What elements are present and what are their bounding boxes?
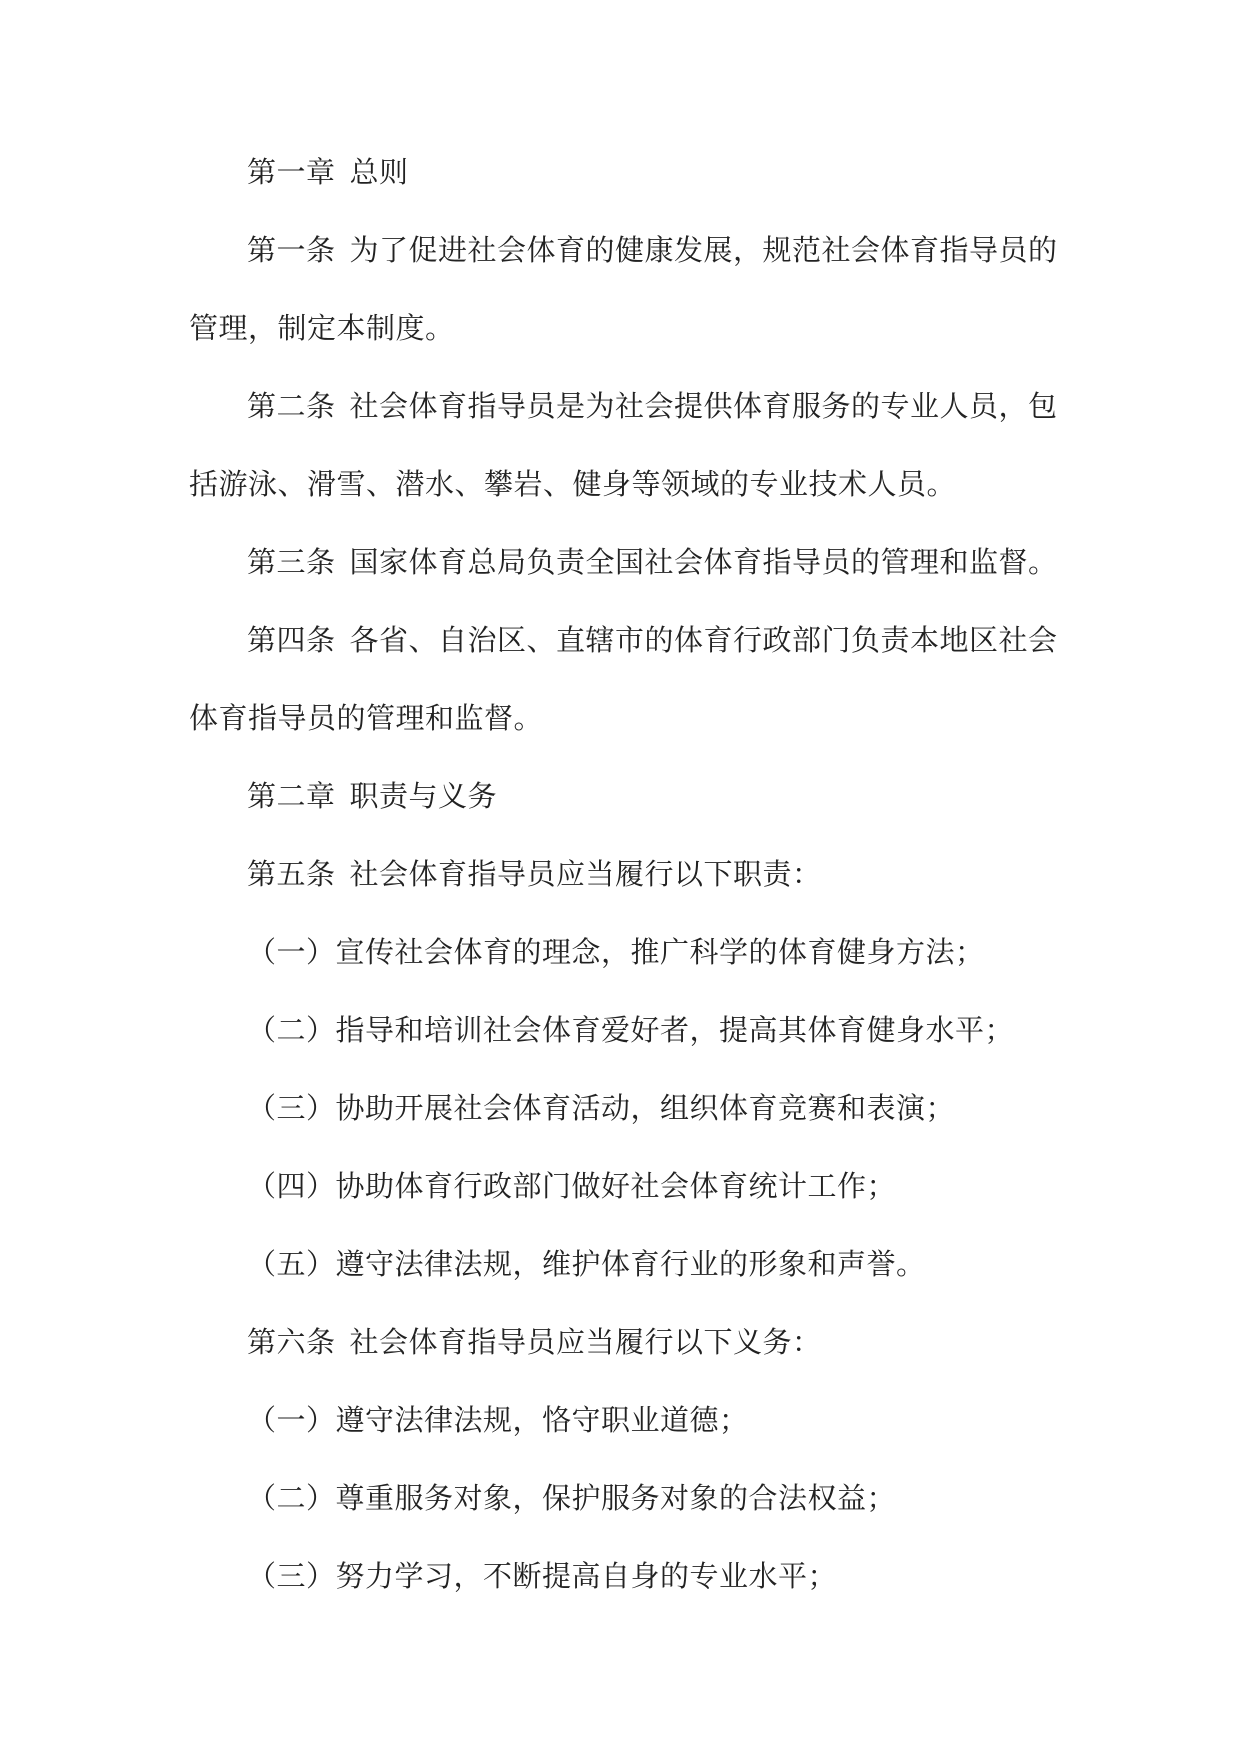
article-text: 社会体育指导员是为社会提供体育服务的专业人员，包 [349, 389, 1058, 423]
article-3 [189, 532, 1061, 610]
list-item: （二）尊重服务对象，保护服务对象的合法权益； [247, 1481, 897, 1515]
article-6 [189, 1312, 1061, 1390]
article-text: 体育指导员的管理和监督。 [189, 701, 544, 735]
chapter-title: 职责与义务 [349, 779, 498, 813]
chapter-heading [189, 766, 1061, 844]
article-text: 为了促进社会体育的健康发展，规范社会体育指导员的 [349, 233, 1058, 267]
list-item: （一）宣传社会体育的理念，推广科学的体育健身方法； [247, 935, 985, 969]
article-text: 国家体育总局负责全国社会体育指导员的管理和监督。 [349, 545, 1058, 579]
article-text: 社会体育指导员应当履行以下职责： [349, 857, 822, 891]
article-5 [189, 844, 1061, 922]
chapter-number: 第一章 [247, 155, 336, 189]
article-label: 第五条 [247, 857, 336, 891]
list-item: （三）协助开展社会体育活动，组织体育竞赛和表演； [247, 1091, 956, 1125]
list-item: （一）遵守法律法规，恪守职业道德； [247, 1403, 749, 1437]
document-body [189, 142, 1061, 1624]
article-label: 第一条 [247, 233, 336, 267]
article-text: 社会体育指导员应当履行以下义务： [349, 1325, 822, 1359]
article-1-continued [189, 298, 1061, 376]
article-label: 第三条 [247, 545, 336, 579]
chapter-heading [189, 142, 1061, 220]
article-label: 第二条 [247, 389, 336, 423]
article-label: 第六条 [247, 1325, 336, 1359]
list-item: （三）努力学习，不断提高自身的专业水平； [247, 1559, 838, 1593]
article-text: 括游泳、滑雪、潜水、攀岩、健身等领域的专业技术人员。 [189, 467, 957, 501]
list-item: （二）指导和培训社会体育爱好者，提高其体育健身水平； [247, 1013, 1015, 1047]
article-4-continued [189, 688, 1061, 766]
list-item: （四）协助体育行政部门做好社会体育统计工作； [247, 1169, 897, 1203]
article-1 [189, 220, 1061, 298]
list-item: （五）遵守法律法规，维护体育行业的形象和声誉。 [247, 1247, 926, 1281]
article-4 [189, 610, 1061, 688]
article-text: 管理，制定本制度。 [189, 311, 455, 345]
article-label: 第四条 [247, 623, 336, 657]
article-2 [189, 376, 1061, 454]
article-2-continued [189, 454, 1061, 532]
chapter-title: 总则 [349, 155, 409, 189]
chapter-number: 第二章 [247, 779, 336, 813]
article-text: 各省、自治区、直辖市的体育行政部门负责本地区社会 [349, 623, 1058, 657]
